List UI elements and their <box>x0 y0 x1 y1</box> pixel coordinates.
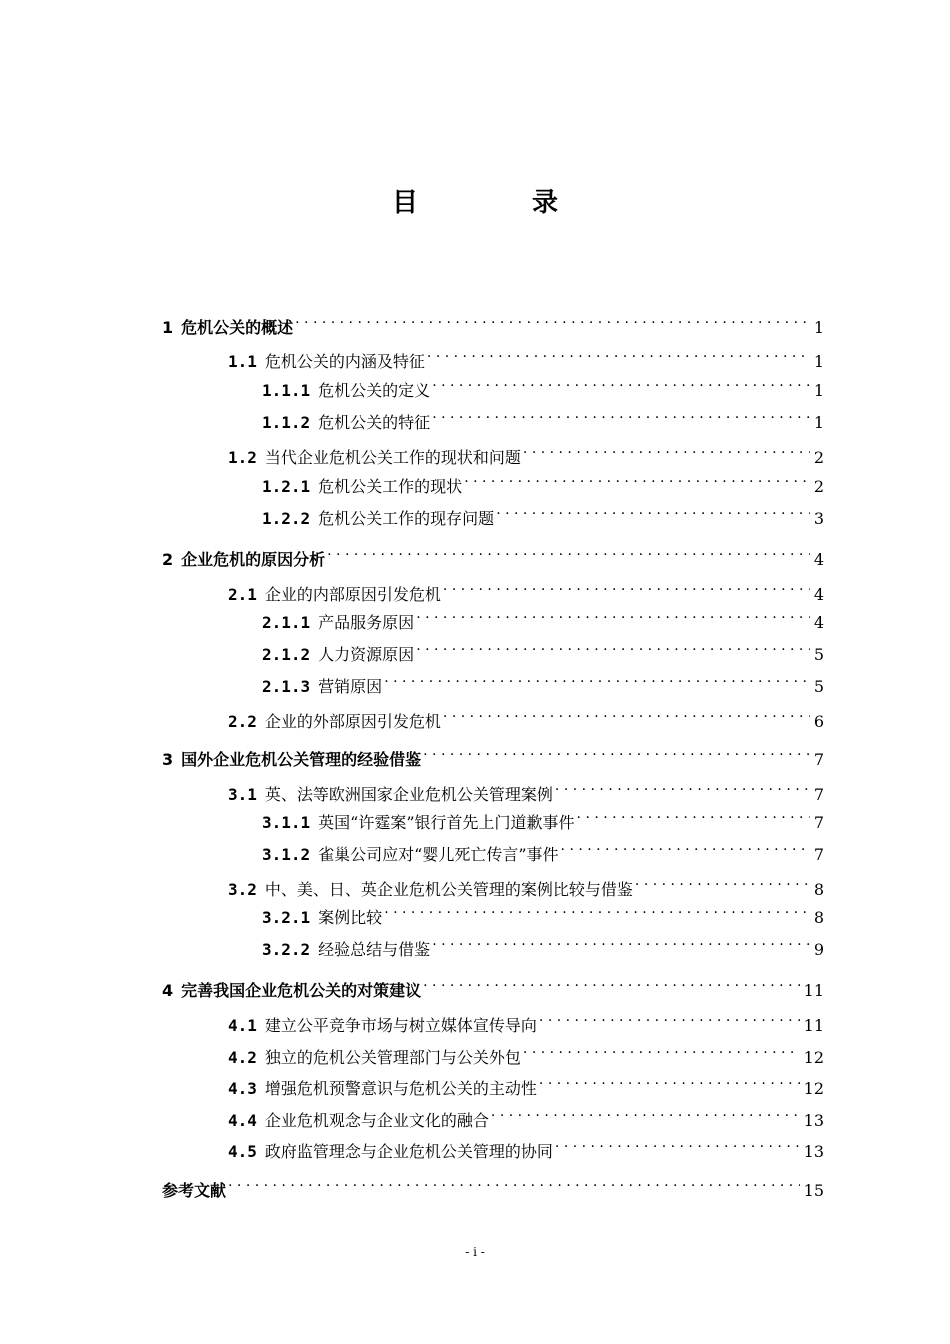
toc-page-number: 11 <box>803 1016 824 1035</box>
toc-number: 2.1.3 <box>262 677 311 696</box>
toc-number: 4.2 <box>228 1048 257 1067</box>
toc-number: 2.1 <box>228 585 257 604</box>
toc-number: 4 <box>162 981 174 1000</box>
toc-entry[interactable] <box>262 606 824 634</box>
toc-number: 4.4 <box>228 1111 257 1130</box>
toc-number: 3.2 <box>228 880 257 899</box>
toc-number: 3.1 <box>228 785 257 804</box>
toc-number: 2.1.1 <box>262 613 311 632</box>
toc-page-number: 1 <box>813 352 824 371</box>
toc-page-number: 15 <box>803 1181 824 1200</box>
toc-label: 危机公关的定义 <box>318 381 431 400</box>
toc-page-number: 4 <box>813 613 824 632</box>
toc-number: 4.3 <box>228 1079 257 1098</box>
toc-number: 1.2.2 <box>262 509 311 528</box>
toc-label: 人力资源原因 <box>318 645 415 664</box>
toc-entry-references[interactable] <box>162 1174 824 1202</box>
dot-leader <box>496 502 810 524</box>
toc-label: 企业的内部原因引发危机 <box>264 585 441 604</box>
toc-label: 危机公关的内涵及特征 <box>264 352 425 371</box>
toc-number: 1 <box>162 318 174 337</box>
dot-leader <box>384 670 810 692</box>
toc-page-number: 2 <box>813 448 824 467</box>
toc-page-number: 1 <box>813 381 824 400</box>
toc-page-number: 12 <box>803 1048 824 1067</box>
dot-leader <box>423 743 810 765</box>
dot-leader <box>539 1009 800 1031</box>
dot-leader <box>635 873 810 895</box>
toc-number: 1.1.1 <box>262 381 311 400</box>
toc-page-number: 4 <box>813 550 824 569</box>
dot-leader <box>561 838 810 860</box>
dot-leader <box>423 974 799 996</box>
dot-leader <box>539 1072 800 1094</box>
toc-label: 企业危机的原因分析 <box>181 550 326 569</box>
toc-entry[interactable] <box>228 778 824 806</box>
toc-page-number: 1 <box>813 413 824 432</box>
toc-page-number: 4 <box>813 585 824 604</box>
toc-label: 独立的危机公关管理部门与公关外包 <box>264 1048 521 1067</box>
toc-number: 3.2.2 <box>262 940 311 959</box>
toc-number: 2.1.2 <box>262 645 311 664</box>
toc-entry[interactable] <box>262 670 824 698</box>
toc-page-number: 5 <box>813 677 824 696</box>
toc-page-number: 7 <box>813 845 824 864</box>
dot-leader <box>523 441 810 463</box>
toc-page-number: 7 <box>813 750 824 769</box>
page-title: 目 录 <box>391 188 602 218</box>
toc-page-number: 7 <box>813 813 824 832</box>
toc-label: 增强危机预警意识与危机公关的主动性 <box>264 1079 537 1098</box>
toc-page-number: 13 <box>803 1111 824 1130</box>
toc-label: 雀巢公司应对“婴儿死亡传言”事件 <box>318 845 559 864</box>
dot-leader <box>577 806 810 828</box>
toc-label: 危机公关工作的现存问题 <box>318 509 495 528</box>
toc-entry[interactable] <box>228 1041 824 1069</box>
toc-entry[interactable] <box>228 873 824 901</box>
toc-page-number: 1 <box>813 318 824 337</box>
page-footer-number: - i - <box>465 1245 485 1259</box>
toc-number: 3.1.1 <box>262 813 311 832</box>
toc-entry[interactable] <box>162 543 824 571</box>
dot-leader <box>432 406 810 428</box>
dot-leader <box>295 311 810 333</box>
toc-entry[interactable] <box>262 933 824 961</box>
toc-page-number: 8 <box>813 880 824 899</box>
dot-leader <box>555 1135 800 1157</box>
toc-label: 案例比较 <box>318 908 383 927</box>
toc-page-number: 12 <box>803 1079 824 1098</box>
toc-entry[interactable] <box>228 345 824 373</box>
toc-label: 经验总结与借鉴 <box>318 940 431 959</box>
toc-page-number: 6 <box>813 712 824 731</box>
dot-leader <box>384 901 810 923</box>
toc-page-number: 2 <box>813 477 824 496</box>
toc-page-number: 8 <box>813 908 824 927</box>
dot-leader <box>416 638 810 660</box>
toc-page-number: 3 <box>813 509 824 528</box>
toc-label: 当代企业危机公关工作的现状和问题 <box>264 448 521 467</box>
dot-leader <box>228 1174 800 1196</box>
dot-leader <box>443 578 810 600</box>
dot-leader <box>555 778 810 800</box>
toc-number: 4.5 <box>228 1142 257 1161</box>
dot-leader <box>432 374 810 396</box>
toc-label: 国外企业危机公关管理的经验借鉴 <box>181 750 422 769</box>
dot-leader <box>523 1041 800 1063</box>
toc-entry[interactable] <box>262 406 824 434</box>
toc-label: 完善我国企业危机公关的对策建议 <box>181 981 422 1000</box>
dot-leader <box>491 1104 800 1126</box>
dot-leader <box>327 543 810 565</box>
toc-entry[interactable] <box>228 441 824 469</box>
toc-number: 1.1.2 <box>262 413 311 432</box>
toc-entry[interactable] <box>162 974 824 1002</box>
toc-page-number: 9 <box>813 940 824 959</box>
toc-number: 2 <box>162 550 174 569</box>
toc-label: 营销原因 <box>318 677 383 696</box>
dot-leader <box>432 933 810 955</box>
toc-entry[interactable] <box>262 901 824 929</box>
toc-label: 建立公平竞争市场与树立媒体宣传导向 <box>264 1016 537 1035</box>
toc-entry[interactable] <box>162 311 824 339</box>
toc-label: 政府监管理念与企业危机公关管理的协同 <box>264 1142 553 1161</box>
toc-label: 英、法等欧洲国家企业危机公关管理案例 <box>264 785 553 804</box>
toc-number: 3 <box>162 750 174 769</box>
dot-leader <box>427 345 810 367</box>
toc-entry[interactable] <box>228 1009 824 1037</box>
toc-label: 企业的外部原因引发危机 <box>264 712 441 731</box>
dot-leader <box>464 470 810 492</box>
toc-entry[interactable] <box>228 705 824 733</box>
toc-number: 1.1 <box>228 352 257 371</box>
toc-number: 1.2.1 <box>262 477 311 496</box>
toc-entry[interactable] <box>262 374 824 402</box>
dot-leader <box>416 606 810 628</box>
toc-entry[interactable] <box>262 638 824 666</box>
toc-entry[interactable] <box>228 1104 824 1132</box>
toc-number: 3.2.1 <box>262 908 311 927</box>
toc-entry[interactable] <box>228 1135 824 1163</box>
toc-number: 1.2 <box>228 448 257 467</box>
toc-label: 危机公关工作的现状 <box>318 477 463 496</box>
toc-page-number: 11 <box>803 981 824 1000</box>
toc-number: 3.1.2 <box>262 845 311 864</box>
toc-label: 产品服务原因 <box>318 613 415 632</box>
toc-entry[interactable] <box>162 743 824 771</box>
toc-entry[interactable] <box>228 578 824 606</box>
toc-entry[interactable] <box>262 470 824 498</box>
toc-entry[interactable] <box>262 502 824 530</box>
toc-label: 中、美、日、英企业危机公关管理的案例比较与借鉴 <box>264 880 633 899</box>
toc-label: 危机公关的特征 <box>318 413 431 432</box>
toc-page-number: 7 <box>813 785 824 804</box>
toc-label: 参考文献 <box>162 1181 227 1200</box>
toc-page-number: 5 <box>813 645 824 664</box>
toc-label: 英国“许霆案”银行首先上门道歉事件 <box>318 813 575 832</box>
toc-entry[interactable] <box>228 1072 824 1100</box>
toc-entry[interactable] <box>262 838 824 866</box>
toc-page-number: 13 <box>803 1142 824 1161</box>
toc-number: 2.2 <box>228 712 257 731</box>
toc-label: 危机公关的概述 <box>181 318 294 337</box>
dot-leader <box>443 705 810 727</box>
toc-label: 企业危机观念与企业文化的融合 <box>264 1111 489 1130</box>
toc-number: 4.1 <box>228 1016 257 1035</box>
toc-entry[interactable] <box>262 806 824 834</box>
